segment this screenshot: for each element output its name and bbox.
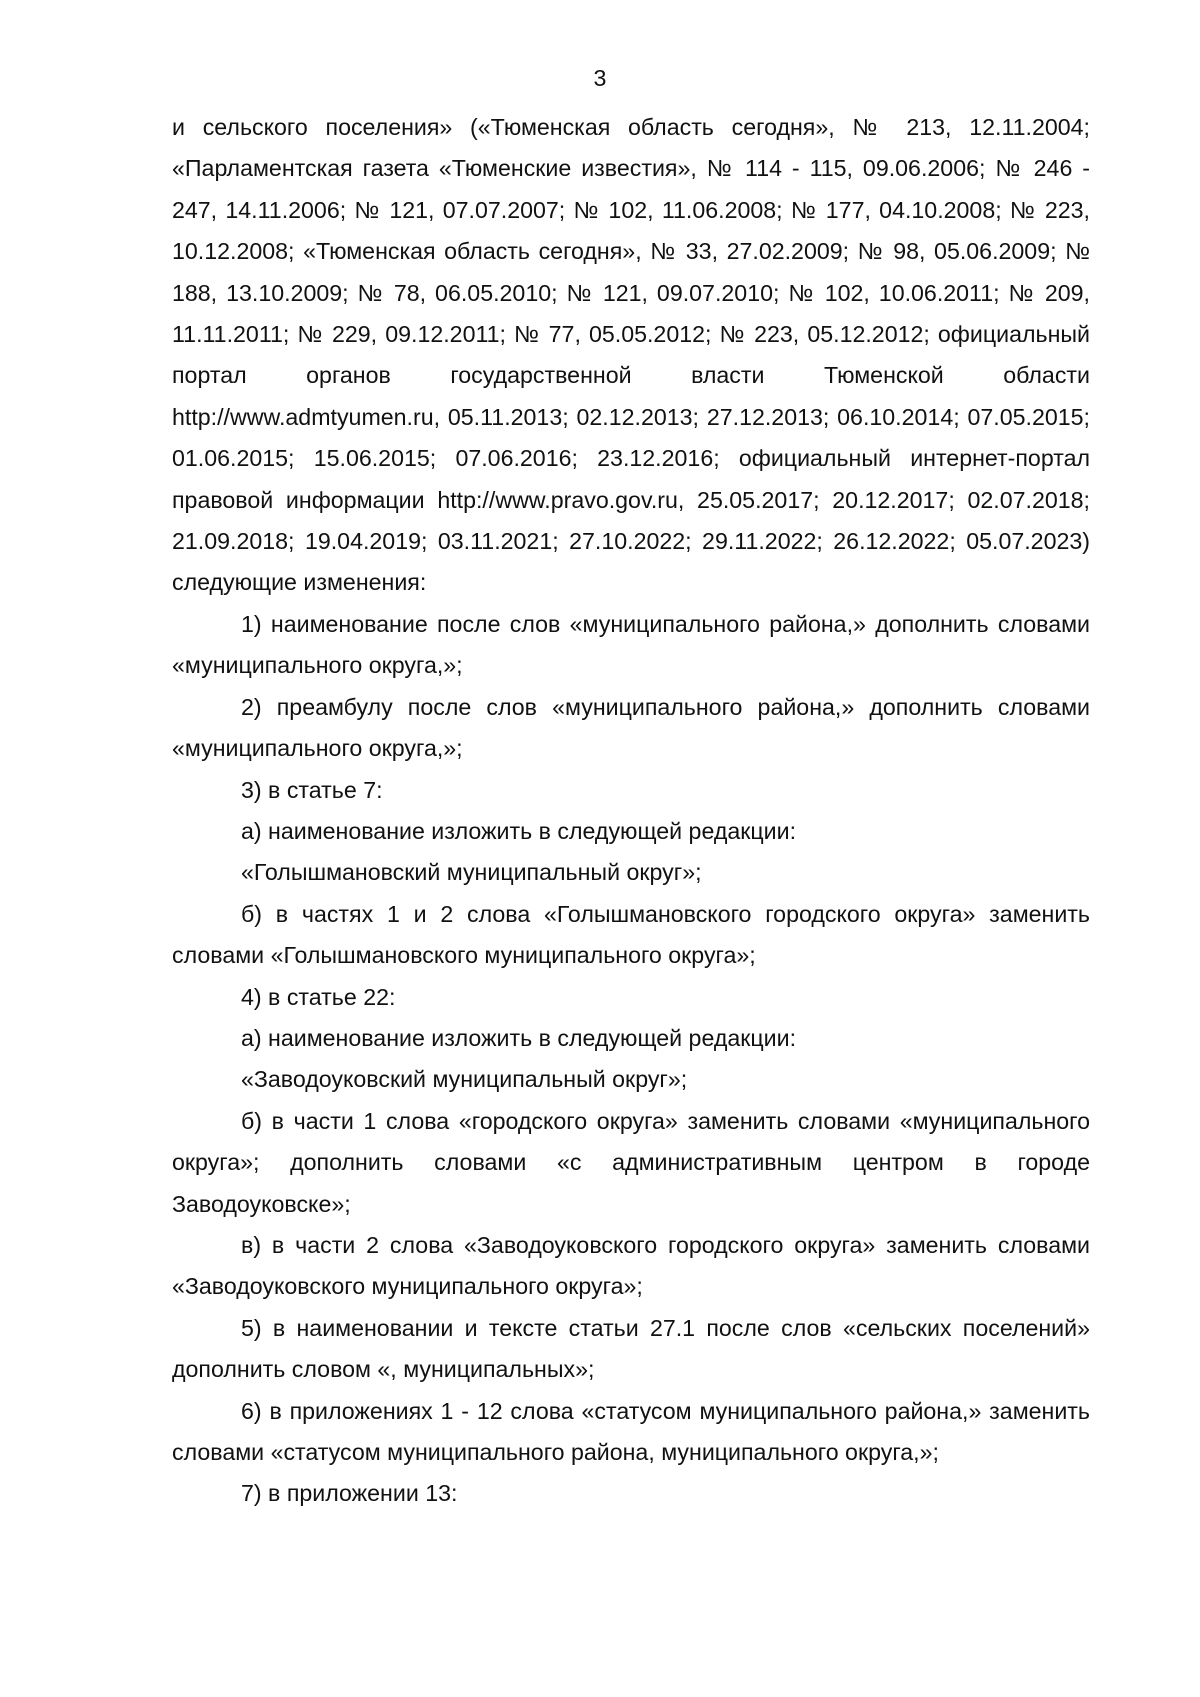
paragraph-item-7: 7) в приложении 13: [241,1480,458,1507]
paragraph-item-4b: б) в части 1 слова «городского округа» заменить словами «муниципального округа»; дополнить словами «с административным центром в городе Заводоуковске»; [172,1107,1090,1217]
paragraph-publication-sources: и сельского поселения» («Тюменская область сегодня», № 213, 12.11.2004; «Парламентская газета «Тюменские известия», № 114 - 115, 09.06.2006; № 246 - 247, 14.11.2006; № 121, 07.07.2007; № 102, 11.06.2008; № 177, 04.10.2008; № 223, 10.12.2008; «Тюменская область сегодня», № 33, 27.02.2009; № 98, 05.06.2009; № 188, 13.10.2009; № 78, 06.05.2010; № 121, 09.07.2010; № 102, 10.06.2011; № 209, 11.11.2011; № 229, 09.12.2011; № 77, 05.05.2012; № 223, 05.12.2012; официальный портал органов государственной власти Тюменской области http://www.admtyumen.ru, 05.11.2013; 02.12.2013; 27.12.2013; 06.10.2014; 07.05.2015; 01.06.2015; 15.06.2015; 07.06.2016; 23.12.2016; официальный интернет-портал правовой информации http://www.pravo.gov.ru, 25.05.2017; 20.12.2017; 02.07.2018; 21.09.2018; 19.04.2019; 03.11.2021; 27.10.2022; 29.11.2022; 26.12.2022; 05.07.2023) следующие изменения: [172,114,1090,596]
paragraph-item-3a-text: «Голышмановский муниципальный округ»; [241,859,702,886]
paragraph-item-6: 6) в приложениях 1 - 12 слова «статусом муниципального района,» заменить словами «статусом муниципального района, муниципального округа,»; [172,1397,1090,1465]
paragraph-item-4a-text: «Заводоуковский муниципальный округ»; [241,1066,688,1093]
page-number: 3 [593,65,607,91]
paragraph-item-3b: б) в частях 1 и 2 слова «Голышмановского городского округа» заменить словами «Голышмановского муниципального округа»; [172,900,1090,969]
paragraph-item-1: 1) наименование после слов «муниципального района,» дополнить словами «муниципального округа,»; [172,610,1090,679]
paragraph-item-4: 4) в статье 22: [241,983,396,1010]
paragraph-item-3a: а) наименование изложить в следующей редакции: [241,817,797,844]
paragraph-item-4a: а) наименование изложить в следующей редакции: [241,1024,797,1051]
paragraph-item-2: 2) преамбулу после слов «муниципального района,» дополнить словами «муниципального округа,»; [172,693,1090,762]
paragraph-item-4v: в) в части 2 слова «Заводоуковского городского округа» заменить словами «Заводоуковского муниципального округа»; [172,1231,1090,1300]
paragraph-item-3: 3) в статье 7: [241,776,383,803]
document-body [172,107,1090,1515]
paragraph-item-5: 5) в наименовании и тексте статьи 27.1 после слов «сельских поселений» дополнить словом «, муниципальных»; [172,1314,1090,1383]
